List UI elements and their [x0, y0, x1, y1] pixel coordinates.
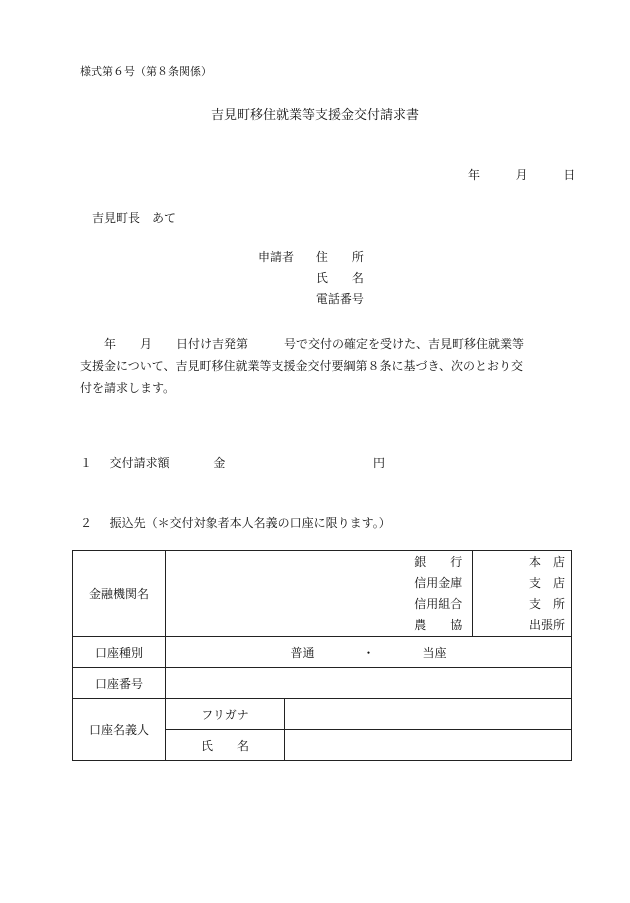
institution-type: 農 協 — [414, 617, 463, 632]
name-label: 氏 名 — [315, 271, 364, 285]
institution-type: 信用組合 — [414, 596, 463, 611]
bank-account-table — [72, 550, 572, 761]
furigana-field[interactable] — [285, 699, 572, 730]
applicant-heading: 申請者 — [258, 250, 295, 264]
body-line: 付を請求します。 — [80, 381, 176, 395]
request-body — [80, 333, 564, 399]
body-line: 支援金について、吉見町移住就業等支援金交付要綱第８条に基づき、次のとおり交 — [80, 359, 524, 373]
account-number-label: 口座番号 — [73, 668, 166, 699]
branch-type: 本 店 — [528, 554, 565, 569]
transfer-destination-label: 振込先（＊交付対象者本人名義の口座に限ります。） — [109, 516, 391, 530]
institution-label: 金融機関名 — [73, 551, 166, 637]
account-holder-label: 口座名義人 — [73, 699, 166, 761]
date-month-label: 月 — [515, 168, 528, 182]
institution-type: 銀 行 — [414, 554, 463, 569]
branch-type: 出張所 — [528, 617, 565, 632]
document-title: 吉見町移住就業等支援金交付請求書 — [210, 108, 419, 123]
form-number: 様式第６号（第８条関係） — [80, 65, 212, 78]
branch-type: 支 所 — [528, 596, 565, 611]
section-number: ２ — [80, 516, 93, 530]
section-number: １ — [80, 456, 93, 470]
addressee: 吉見町長 あて — [92, 211, 177, 225]
date-line — [468, 169, 575, 181]
furigana-label: フリガナ — [166, 699, 285, 730]
applicant-block — [258, 251, 364, 314]
amount-unit: 円 — [373, 456, 386, 470]
branch-type: 支 店 — [528, 575, 565, 590]
holder-name-field[interactable] — [285, 730, 572, 761]
body-line: 年 月 日付け吉発第 号で交付の確定を受けた、吉見町移住就業等 — [80, 337, 525, 351]
section-request-amount — [80, 457, 385, 469]
branch-name-field[interactable] — [473, 551, 572, 637]
account-number-field[interactable] — [166, 668, 572, 699]
section-transfer-destination — [80, 517, 391, 529]
holder-name-label: 氏 名 — [166, 730, 285, 761]
date-day-label: 日 — [563, 168, 576, 182]
account-type-label: 口座種別 — [73, 637, 166, 668]
address-label: 住 所 — [315, 250, 364, 264]
account-type-options[interactable]: 普通 ・ 当座 — [166, 637, 572, 668]
request-amount-label: 交付請求額 — [109, 456, 170, 470]
date-year-label: 年 — [468, 168, 481, 182]
institution-type: 信用金庫 — [414, 575, 463, 590]
amount-prefix: 金 — [213, 456, 226, 470]
institution-name-field[interactable] — [166, 551, 473, 637]
phone-label: 電話番号 — [315, 292, 364, 306]
